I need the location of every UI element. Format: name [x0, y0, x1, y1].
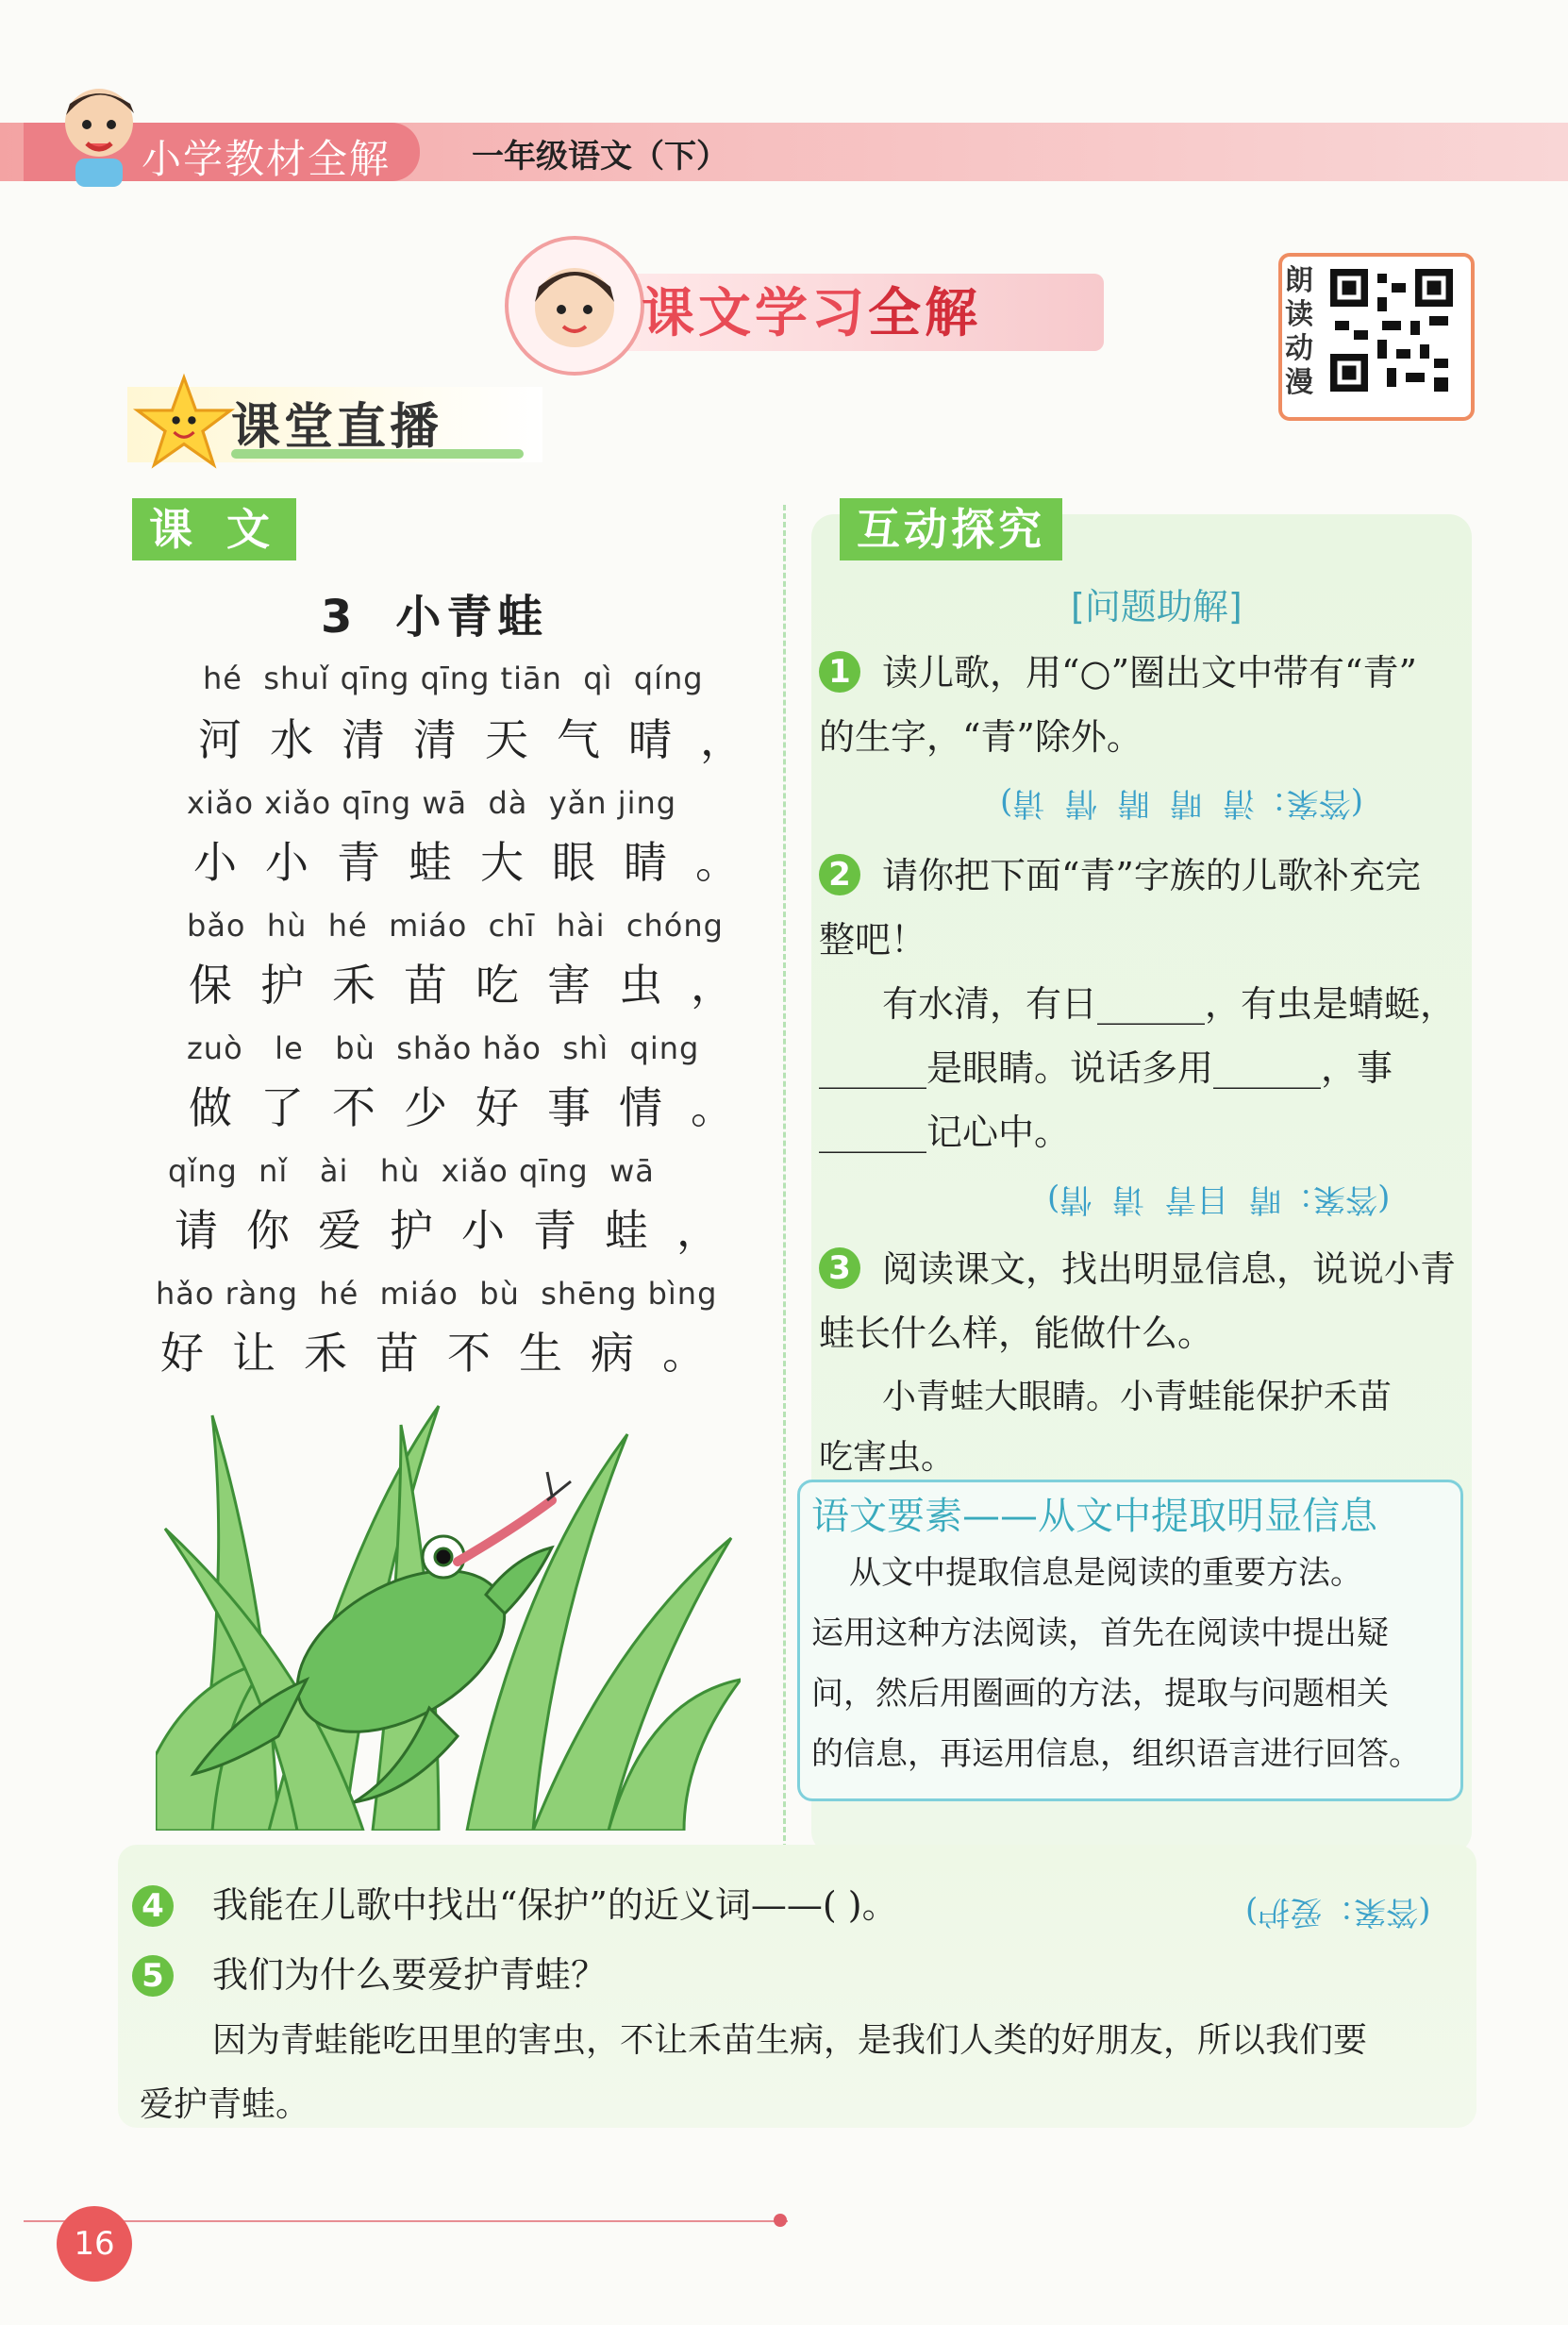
poem-pinyin-6: hǎo ràng hé miáo bù shēng bìng — [156, 1276, 718, 1312]
question-2-line-3: 有水清，有日______，有虫是蜻蜓， — [882, 983, 1457, 1025]
sub-heading: [问题助解] — [1071, 586, 1243, 627]
footer-line — [24, 2220, 788, 2222]
frog-illustration — [156, 1397, 741, 1831]
question-2-line-4: ______是眼睛。说话多用______，事 — [819, 1047, 1393, 1089]
language-element-line-2: 运用这种方法阅读，首先在阅读中提出疑 — [811, 1614, 1389, 1652]
poem-line-2: 小小青蛙大眼睛。 — [193, 837, 767, 888]
language-element-line-4: 的信息，再运用信息，组织语言进行回答。 — [811, 1735, 1421, 1773]
banner-title-part-b: 全解 — [868, 283, 981, 344]
question-2-line-5: ______记心中。 — [819, 1112, 1071, 1153]
lesson-title — [321, 580, 548, 645]
language-element-body — [811, 1543, 1462, 1784]
question-3-answer-line-2: 吃害虫。 — [819, 1438, 956, 1477]
question-5-answer-line-1: 因为青蛙能吃田里的害虫，不让禾苗生病，是我们人类的好朋友，所以我们要 — [212, 2021, 1368, 2060]
question-5-text: 我们为什么要爱护青蛙？ — [212, 1954, 608, 1996]
poem-pinyin-1: hé shuǐ qīng qīng tiān qì qíng — [203, 661, 704, 696]
question-4-answer: (答案：爱护) — [1245, 1893, 1431, 1931]
question-2-answer: (答案：晴 目青 请 情) — [1047, 1180, 1391, 1218]
question-number-2: 2 — [819, 854, 860, 895]
poem-line-6: 好让禾苗不生病。 — [160, 1328, 734, 1379]
grade-label: 一年级语文（下） — [472, 138, 728, 176]
footer-dot — [774, 2214, 787, 2227]
tab-text: 课 文 — [132, 498, 296, 560]
question-3-line-2: 蛙长什么样，能做什么。 — [819, 1313, 1214, 1354]
lesson-name: 小青蛙 — [395, 591, 549, 644]
question-number-1: 1 — [819, 651, 860, 693]
question-2-line-1: 请你把下面“青”字族的儿歌补充完 — [882, 855, 1421, 896]
language-element-line-3: 问，然后用圈画的方法，提取与问题相关 — [811, 1675, 1389, 1713]
question-5-answer-line-2: 爱护青蛙。 — [140, 2085, 310, 2124]
girl-mascot-icon — [505, 236, 644, 376]
star-mascot-icon — [132, 373, 236, 472]
question-2-line-2: 整吧！ — [819, 919, 927, 961]
page-number: 16 — [57, 2206, 132, 2282]
question-3-answer-line-1: 小青蛙大眼睛。小青蛙能保护禾苗 — [882, 1378, 1393, 1416]
lesson-number: 3 — [321, 591, 359, 644]
banner-title — [642, 272, 981, 347]
series-title: 小学教材全解 — [142, 136, 392, 182]
question-1-line-1: 读儿歌，用“○”圈出文中带有“青” — [882, 652, 1417, 694]
poem-line-1: 河水清清天气晴， — [198, 714, 772, 765]
poem-pinyin-3: bǎo hù hé miáo chī hài chóng — [187, 908, 724, 944]
question-1-answer: (答案：清 晴 睛 情 请) — [1000, 784, 1363, 822]
qr-label: 朗读动漫 — [1285, 264, 1313, 399]
poem-line-4: 做了不少好事情。 — [189, 1082, 762, 1133]
language-element-line-1: 从文中提取信息是阅读的重要方法。 — [849, 1554, 1362, 1592]
poem-pinyin-4: zuò le bù shǎo hǎo shì qing — [187, 1030, 700, 1066]
tab-explore: 互动探究 — [840, 498, 1062, 560]
question-4-text: 我能在儿歌中找出“保护”的近义词——( )。 — [212, 1884, 898, 1926]
poem-line-3: 保护禾苗吃害虫， — [189, 960, 762, 1011]
poem-pinyin-5: qǐng nǐ ài hù xiǎo qīng wā — [168, 1153, 655, 1189]
question-number-5: 5 — [132, 1955, 174, 1997]
question-number-4: 4 — [132, 1885, 174, 1927]
qr-code-icon[interactable] — [1326, 264, 1458, 396]
poem-line-5: 请你爱护小青蛙， — [175, 1205, 748, 1256]
question-3-line-1: 阅读课文，找出明显信息，说说小青 — [882, 1248, 1457, 1290]
poem-pinyin-2: xiǎo xiǎo qīng wā dà yǎn jing — [187, 785, 677, 821]
question-number-3: 3 — [819, 1247, 860, 1289]
section-title: 课堂直播 — [231, 399, 443, 456]
language-element-title: 语文要素——从文中提取明显信息 — [811, 1495, 1377, 1538]
banner-title-part-a: 课文学习 — [642, 283, 868, 344]
question-1-line-2: 的生字，“青”除外。 — [819, 716, 1143, 758]
boy-mascot-icon — [47, 75, 151, 189]
